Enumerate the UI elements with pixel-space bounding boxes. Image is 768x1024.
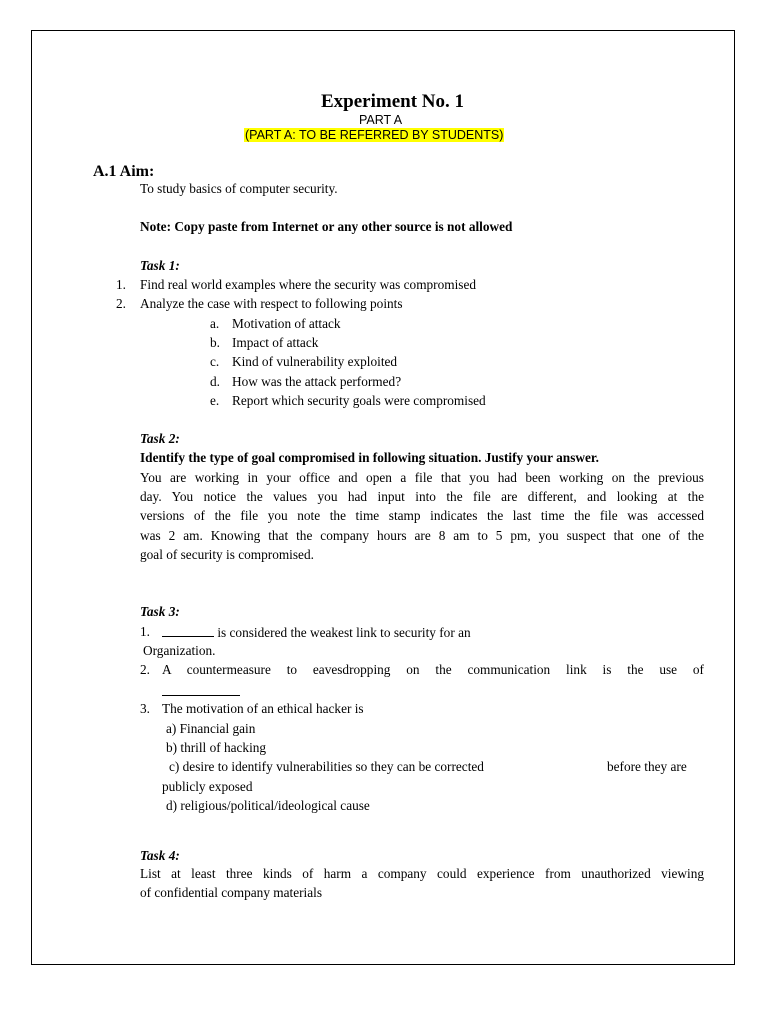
task2-paragraph-line: goal of security is compromised. xyxy=(140,547,314,562)
q2-num: 2. xyxy=(140,662,150,677)
subitem-text: How was the attack performed? xyxy=(232,374,402,389)
fill-blank xyxy=(162,683,240,696)
task3-heading: Task 3: xyxy=(140,604,180,619)
task1-item-text: Analyze the case with respect to following points xyxy=(140,296,403,311)
part-label: PART A xyxy=(359,113,403,127)
task1-item-text: Find real world examples where the security was compromised xyxy=(140,277,477,292)
q3-text: The motivation of an ethical hacker is xyxy=(162,701,364,716)
task4-line: of confidential company materials xyxy=(140,885,323,900)
task2-paragraph-line: was 2 am. Knowing that the company hours are 8 am to 5 pm, you suspect that one of the xyxy=(140,528,704,543)
option-c: c) desire to identify vulnerabilities so they can be corrected xyxy=(169,759,484,774)
option-c-tail: before they are xyxy=(607,759,687,774)
task2-paragraph-line: versions of the file you note the time stamp indicates the last time the file was accessed xyxy=(140,508,704,523)
part-note-highlight: (PART A: TO BE REFERRED BY STUDENTS) xyxy=(245,128,504,142)
aim-note: Note: Copy paste from Internet or any other source is not allowed xyxy=(140,219,513,234)
subitem-text: Motivation of attack xyxy=(232,316,341,331)
q1-continuation: Organization. xyxy=(143,643,216,658)
q1-line xyxy=(162,624,471,641)
task1-heading: Task 1: xyxy=(140,258,180,273)
subitem-letter: d. xyxy=(210,374,220,389)
subitem-letter: a. xyxy=(210,316,220,331)
q3-num: 3. xyxy=(140,701,150,716)
subitem-text: Impact of attack xyxy=(232,335,319,350)
subitem-text: Report which security goals were compromised xyxy=(232,393,486,408)
aim-heading: A.1 Aim: xyxy=(93,163,155,180)
fill-blank xyxy=(162,624,214,637)
task4-line: List at least three kinds of harm a company could experience from unauthorized viewing xyxy=(140,866,704,881)
task2-paragraph-line: You are working in your office and open a file that you had been working on the previous xyxy=(140,470,704,485)
q1-num: 1. xyxy=(140,624,150,639)
subitem-letter: c. xyxy=(210,354,220,369)
task1-item-num: 2. xyxy=(116,296,126,311)
task4-heading: Task 4: xyxy=(140,848,180,863)
subitem-letter: b. xyxy=(210,335,220,350)
task2-paragraph-line: day. You notice the values you had input into the file are different, and looking at the xyxy=(140,489,704,504)
option-d: d) religious/political/ideological cause xyxy=(166,798,370,813)
q2-text: A countermeasure to eavesdropping on the communication link is the use of xyxy=(162,662,704,677)
task2-heading: Task 2: xyxy=(140,431,180,446)
experiment-title: Experiment No. 1 xyxy=(321,91,465,112)
subitem-text: Kind of vulnerability exploited xyxy=(232,354,398,369)
task2-instruction: Identify the type of goal compromised in following situation. Justify your answer. xyxy=(140,450,599,465)
subitem-letter: e. xyxy=(210,393,220,408)
document-page xyxy=(31,30,735,965)
aim-text: To study basics of computer security. xyxy=(140,181,338,196)
option-c-continuation: publicly exposed xyxy=(162,779,253,794)
option-b: b) thrill of hacking xyxy=(166,740,267,755)
option-a: a) Financial gain xyxy=(166,721,256,736)
q1-text: is considered the weakest link to security for an xyxy=(214,625,471,640)
task1-item-num: 1. xyxy=(116,277,126,292)
